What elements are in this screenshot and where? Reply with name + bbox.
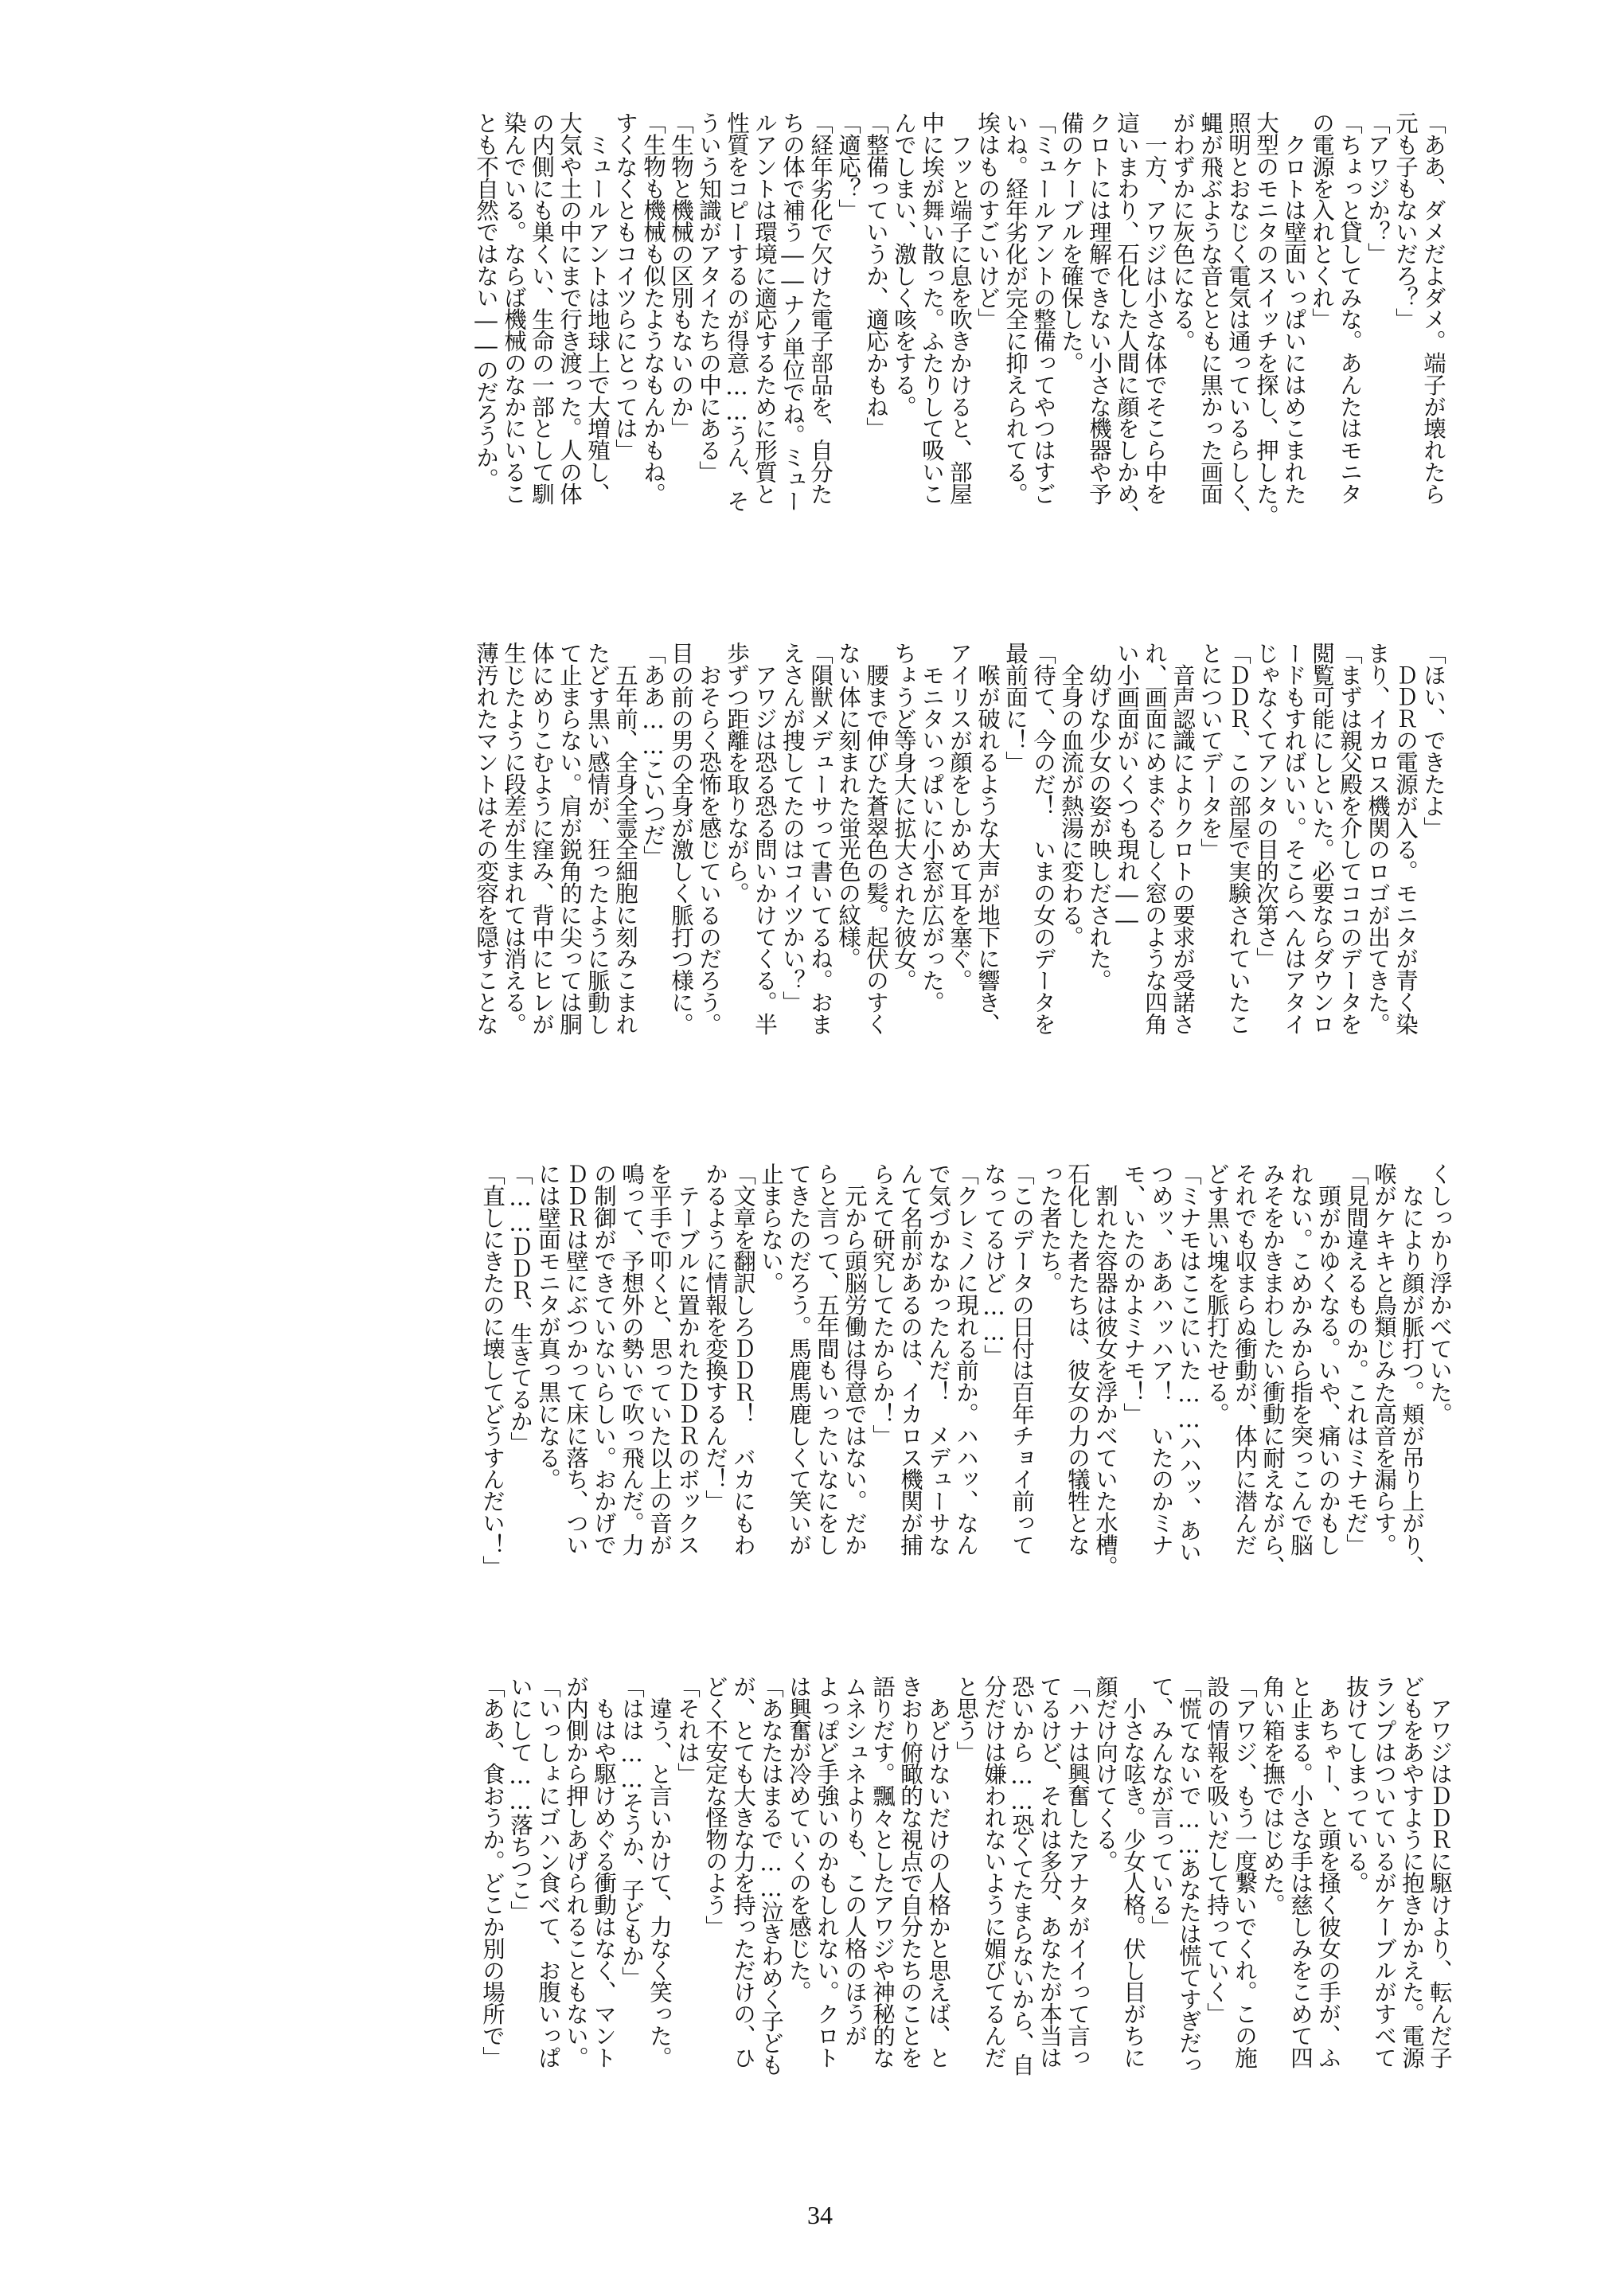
text-line: 幼げな少女の姿が映しだされた。 [1086,642,1112,991]
text-line: った者たち。 [1036,1162,1063,1294]
text-line: 「ちょっと貸してみな。あんたはモニタ [1337,111,1363,505]
text-line: ういう知識がアタイたちの中にある」 [696,111,722,482]
text-line: 「整備っていうか、適応かもね」 [863,111,889,439]
text-line: らえて研究してたからか！」 [869,1162,896,1447]
text-line: 小さな呟き。少女人格。伏し目がちに [1120,1675,1146,2068]
text-line: 歩ずつ距離を取りながら。 [724,642,750,904]
text-line: が、とても大きな力を持っただけの、ひ [730,1675,756,2068]
text-line: の電源を入れとくれ」 [1309,111,1335,330]
text-line: 「生物も機械も似たようなもんかもね。 [640,111,666,505]
text-line: 抜けてしまっている。 [1343,1675,1369,1894]
text-line: 照明とおなじく電気は通っているらしく、 [1225,111,1251,526]
text-line: 備のケーブルを確保した。 [1058,111,1084,373]
text-line: て止まらない。肩が鋭角的に尖っては胴 [556,642,583,1035]
text-line: よっぽど手強いのかもしれない。クロト [814,1675,840,2068]
text-line: クロトには理解できない小さな機器や予 [1086,111,1112,505]
text-line: いね。経年劣化が完全に抑えられてる。 [1002,111,1029,505]
text-line: で気づかなかったんだ！ メデューサな [925,1162,951,1556]
text-line: 体にめりこむように窪み、背中にヒレが [529,642,555,1035]
text-line: 鳴って、予想外の勢いで吹っ飛んだ。力 [619,1162,645,1556]
text-line: 「アワジか？」 [1364,111,1391,264]
text-line: きおり俯瞰的な視点で自分たちのことを [897,1675,923,2068]
text-line: の制御ができていないらしい。おかげで [591,1162,617,1556]
text-line: 「ああ……こいつだ」 [640,642,666,868]
text-line: 「このデータの日付は百年チョイ前って [1009,1162,1035,1556]
text-line: 「あなたはまるで……泣きわめく子ども [758,1675,784,2076]
page-number: 34 [807,2201,833,2229]
text-line: 「慌てないで……あなたは慌てすぎだっ [1176,1675,1202,2076]
text-line: 「経年劣化で欠けた電子部品を、自分た [807,111,833,505]
text-line: どもをあやすように抱きかかえた。電源 [1399,1675,1425,2068]
text-line: 「見間違えるものか。これはミナモだ」 [1343,1162,1369,1556]
text-line: とも不自然ではない――のだろうか。 [473,111,499,490]
text-line: ない体に刻まれた蛍光色の紋様。 [835,642,861,970]
text-line: 「アワジ、もう一度繋いでくれ。この施 [1232,1675,1258,2068]
text-tier-2 [205,642,1447,1104]
text-line: 音声認識によりクロトの要求が受諾さ [1169,642,1196,1035]
text-line: 喉が破れるような大声が地下に響き、 [974,642,1001,1035]
text-line: 「生物と機械の区別もないのか」 [668,111,694,439]
text-line: なにより顔が脈打つ。頬が吊り上がり、 [1399,1162,1425,1577]
text-line: とについてデータを」 [1197,642,1224,861]
text-tier-4 [180,1675,1454,2137]
text-line: ルアントは環境に適応するために形質と [751,111,778,505]
text-line: 「クレミノに現れる前か。ハハッ、なん [953,1162,979,1556]
text-line: ードもすればいい。そこらへんはアタイ [1281,642,1307,1035]
text-line: 「はは……そうか、子どもか」 [619,1675,645,1988]
text-line: 設の情報を吸いだして持っていく」 [1204,1675,1230,2025]
text-line: 五年前、全身全霊全細胞に刻みこまれ [612,642,638,1035]
text-line: 元から頭脳労働は得意ではない。だか [841,1162,868,1556]
text-line: えさんが捜してたのはコイツかい？」 [779,642,806,1013]
text-line: 中に埃が舞い散った。ふたりして吸いこ [919,111,945,505]
text-line: じゃなくてアンタの目的次第さ」 [1253,642,1279,970]
text-line: 閲覧可能にしといた。必要ならダウンロ [1309,642,1335,1035]
text-line: いにして……落ちつこ」 [507,1675,533,1923]
text-line: もはや駆けめぐる衝動はなく、マント [591,1675,617,2068]
text-line: かるように情報を変換するんだ！」 [702,1162,728,1512]
text-line: を平手で叩くと、思っていた以上の音が [646,1162,673,1556]
text-line: 大気や土の中にまで行き渡った。人の体 [556,111,583,505]
text-line: い小画面がいくつも現れ―― [1114,642,1140,933]
text-line: 「適応？」 [835,111,861,221]
text-line: ランプはついているがケーブルがすべて [1371,1675,1397,2068]
text-line: 「隕獣メデューサって書いてるね。おま [807,642,833,1035]
text-line: 「ああ、食おうか。どこか別の場所で」 [479,1675,506,2068]
text-line: たどす黒い感情が、狂ったように脈動し [584,642,611,1035]
text-line: と思う」 [953,1675,979,1763]
text-line: 石化した者たちは、彼女の力の犠牲とな [1064,1162,1091,1556]
text-line: アワジは恐る恐る問いかけてくる。半 [751,642,778,1035]
text-line: 這いまわり、石化した人間に顔をしかめ、 [1114,111,1140,526]
text-line: なってるけど……」 [981,1162,1007,1366]
text-line: 頭がかゆくなる。いや、痛いのかもし [1315,1162,1341,1556]
text-line: 喉がケキキと鳥類じみた高音を漏らす。 [1371,1162,1397,1556]
text-line: 「文章を翻訳しろＤＤＲ！ バカにもわ [730,1162,756,1556]
text-line: 「ミュールアントの整備ってやつはすご [1030,111,1056,505]
text-line: テーブルに置かれたＤＤＲのボックス [674,1162,701,1556]
text-line: には壁面モニタが真っ黒になる。 [535,1162,561,1490]
text-line: 性質をコピーするのが得意……うん、そ [724,111,750,512]
text-line: 目の前の男の全身が激しく脈打つ様に。 [668,642,694,1035]
text-line: 割れた容器は彼女を浮かべていた水槽。 [1092,1162,1118,1577]
text-line: クロトは壁面いっぱいにはめこまれた [1281,111,1307,505]
text-line: 「それは」 [674,1675,701,1785]
text-line: どす黒い塊を脈打たせる。 [1204,1162,1230,1424]
text-line: 腰まで伸びた蒼翠色の髪。起伏のすく [863,642,889,1035]
text-line: て、みんなが言っている」 [1148,1675,1174,1937]
text-line: 「待て、今のだ！ いまの女のデータを [1030,642,1056,1035]
text-line: 生じたように段差が生まれては消える。 [501,642,527,1035]
text-line: れない。こめかみから指を突っこんで脳 [1287,1162,1314,1556]
text-line: 薄汚れたマントはその変容を隠すことな [473,642,499,1035]
text-line: らと言って、五年間もいったいなにをし [814,1162,840,1556]
text-line: くしっかり浮かべていた。 [1427,1162,1453,1424]
text-line: 元も子もないだろ？」 [1392,111,1419,330]
text-line: 染んでいる。ならば機械のなかにいるこ [501,111,527,505]
text-line: モ、いたのかよミナモ！」 [1120,1162,1146,1424]
text-line: 大型のモニタのスイッチを探し、押した。 [1253,111,1279,526]
text-line: それでも収まらぬ衝動が、体内に潜んだ [1232,1162,1258,1556]
text-tier-3 [180,1162,1454,1624]
text-line: ＤＤＲの電源が入る。モニタが青く染 [1392,642,1419,1035]
text-line: 分だけは嫌われないように媚びてるんだ [981,1675,1007,2068]
text-line: どく不安定な怪物のよう」 [702,1675,728,1937]
text-line: フッと端子に息を吹きかけると、部屋 [947,111,973,505]
text-line: ＤＤＲは壁にぶつかって床に落ち、つい [563,1162,589,1556]
text-line: は興奮が冷めていくのを感じた。 [786,1675,812,2003]
text-line: れ、画面にめまぐるしく窓のような四角 [1142,642,1168,1035]
text-line: アイリスが顔をしかめて耳を塞ぐ。 [947,642,973,991]
text-line: アワジはＤＤＲに駆けより、転んだ子 [1427,1675,1453,2068]
text-line: 「ほい、できたよ」 [1420,642,1446,838]
text-line: が内側から押しあげられることもない。 [563,1675,589,2068]
text-line: の内側にも巣くい、生命の一部として馴 [529,111,555,505]
text-line: 「まずは親父殿を介してココのデータを [1337,642,1363,1035]
text-line: がわずかに灰色になる。 [1169,111,1196,352]
text-line: あどけないだけの人格かと思えば、と [925,1675,951,2068]
text-line: んて名前があるのは、イカロス機関が捕 [897,1162,923,1556]
text-line: てるけど、それは多分、あなたが本当は [1036,1675,1063,2068]
text-tier-1 [182,111,1447,573]
text-line: 「いっしょにゴハン食べて、お腹いっぱ [535,1675,561,2068]
text-line: 「……ＤＤＲ、生きてるか」 [507,1162,533,1454]
text-line: 語りだす。飄々としたアワジや神秘的な [869,1675,896,2068]
text-line: すくなくともコイツらにとっては」 [612,111,638,461]
text-line: んでしまい、激しく咳をする。 [891,111,917,417]
text-line: 「直しにきたのに壊してどうすんだい！」 [479,1162,506,1577]
text-line: 顔だけ向けてくる。 [1092,1675,1118,1872]
text-line: みそをかきまわしたい衝動に耐えながら、 [1259,1162,1286,1577]
text-line: 違う、と言いかけて、力なく笑った。 [646,1675,673,2068]
text-line: 「ミナモはここにいた……ハハッ、あい [1176,1162,1202,1563]
text-line: 角い箱を撫ではじめた。 [1259,1675,1286,1916]
text-line: まり、イカロス機関のロゴが出てきた。 [1364,642,1391,1035]
text-line: あちゃー、と頭を掻く彼女の手が、ふ [1315,1675,1341,2068]
text-line: ちょうど等身大に拡大された彼女。 [891,642,917,991]
text-line: 止まらない。 [758,1162,784,1294]
text-line: 全身の血流が熱湯に変わる。 [1058,642,1084,947]
text-line: 一方、アワジは小さな体でそこら中を [1142,111,1168,505]
text-line: 「ＤＤＲ、この部屋で実験されていたこ [1225,642,1251,1035]
text-line: おそらく恐怖を感じているのだろう。 [696,642,722,1035]
text-line: 「ハナは興奮したアナタがイイって言っ [1064,1675,1091,2068]
text-line: 「ああ、ダメだよダメ。端子が壊れたら [1420,111,1446,505]
text-line: 恐いから……恐くてたまらないから、自 [1009,1675,1035,2076]
text-line: ちの体で補う――ナノ単位でね。ミュー [779,111,806,512]
text-line: てきたのだろう。馬鹿馬鹿しくて笑いが [786,1162,812,1556]
text-line: ミュールアントは地球上で大増殖し、 [584,111,611,505]
text-line: 最前面に！」 [1002,642,1029,773]
text-line: ムネシュネよりも、この人格のほうが [841,1675,868,2046]
text-line: つめッ、ああハッハア！ いたのかミナ [1148,1162,1174,1556]
text-line: モニタいっぱいに小窓が広がった。 [919,642,945,1013]
text-line: と止まる。小さな手は慈しみをこめて四 [1287,1675,1314,2068]
text-line: 蝿が飛ぶような音とともに黒かった画面 [1197,111,1224,505]
text-line: 埃はものすごいけど」 [974,111,1001,330]
